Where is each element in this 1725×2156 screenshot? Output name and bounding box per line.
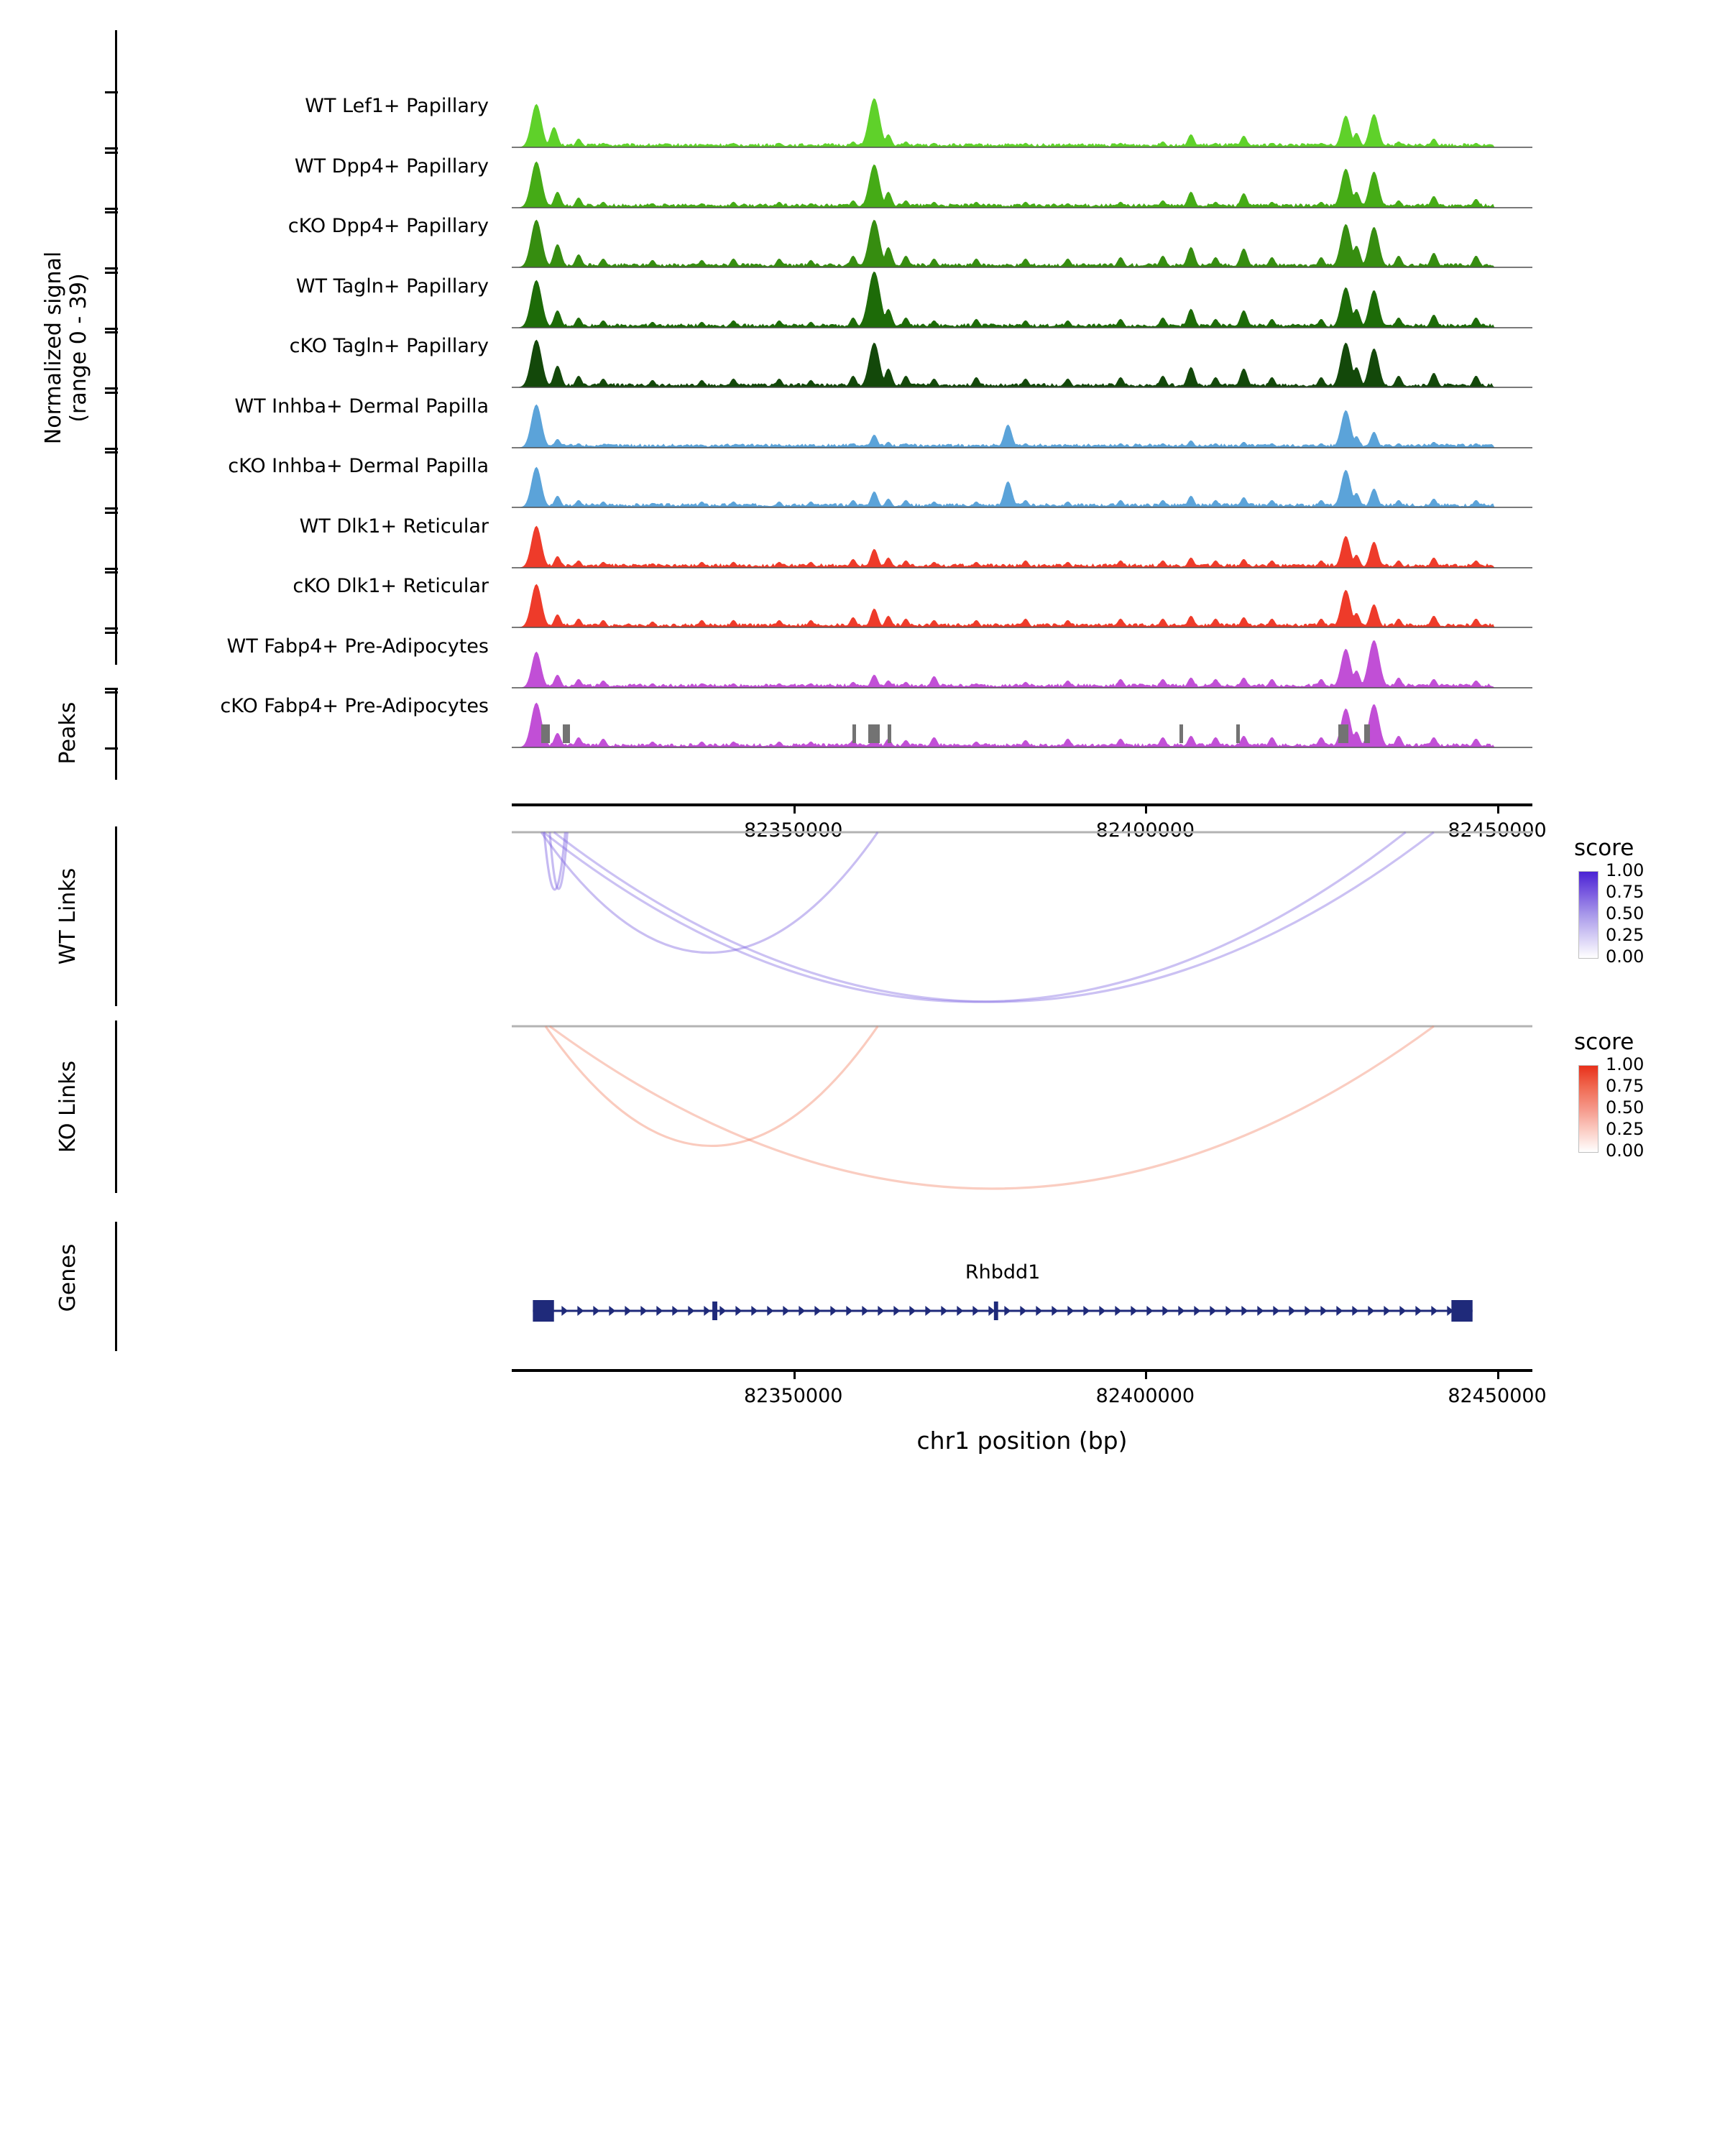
signal-axis-tick (105, 512, 118, 514)
peak-marker (563, 724, 571, 743)
ko-links-legend-label-4: 0.00 (1606, 1141, 1644, 1161)
ko-links-legend-label-1: 0.75 (1606, 1076, 1644, 1096)
signal-axis-tick (105, 632, 118, 634)
x-tick-label-top-0: 82350000 (744, 819, 843, 842)
track-label-0: WT Lef1+ Papillary (305, 95, 489, 117)
signal-axis-tick (105, 208, 118, 210)
signal-axis-tick (105, 571, 118, 573)
coverage-signal-0 (512, 91, 1532, 150)
peak-marker (888, 724, 891, 743)
genes-axis-label: Genes (55, 1243, 80, 1312)
wt-links-legend-label-3: 0.25 (1606, 925, 1644, 945)
coverage-track-6 (512, 451, 1532, 510)
ko-links-legend-label-2: 0.50 (1606, 1097, 1644, 1118)
signal-axis-tick (105, 627, 118, 630)
signal-axis-tick (105, 568, 118, 570)
signal-axis-tick (105, 91, 118, 93)
coverage-track-9 (512, 632, 1532, 691)
signal-axis-tick (105, 267, 118, 270)
coverage-track-7 (512, 512, 1532, 571)
wt-links-legend-label-0: 1.00 (1606, 860, 1644, 880)
x-tick-mark-bottom (1145, 1369, 1147, 1379)
gene-name-label: Rhbdd1 (965, 1261, 1041, 1284)
track-label-3: WT Tagln+ Papillary (295, 275, 489, 298)
peaks-axis-label: Peaks (55, 701, 80, 764)
x-tick-label-top-2: 82450000 (1448, 819, 1547, 842)
x-axis-title: chr1 position (bp) (916, 1427, 1128, 1455)
coverage-signal-4 (512, 331, 1532, 390)
track-label-8: cKO Dlk1+ Reticular (293, 575, 489, 597)
signal-axis-tick (105, 211, 118, 213)
wt-links-legend-gradient-bar (1578, 871, 1598, 959)
wt-links-legend-label-1: 0.75 (1606, 882, 1644, 902)
wt-links-legend-title: score (1574, 835, 1634, 861)
ko-links-axis-label: KO Links (55, 1060, 80, 1153)
x-tick-label-bottom-1: 82400000 (1095, 1385, 1195, 1407)
coverage-track-8 (512, 571, 1532, 630)
signal-axis-tick (105, 451, 118, 453)
genes-x-axis (512, 1369, 1532, 1372)
track-label-6: cKO Inhba+ Dermal Papilla (228, 455, 489, 477)
ko-links-axis-spine (115, 1021, 117, 1193)
track-label-10: cKO Fabp4+ Pre-Adipocytes (220, 695, 489, 717)
x-tick-label-top-1: 82400000 (1095, 819, 1195, 842)
peak-marker (1338, 724, 1349, 743)
coverage-signal-5 (512, 392, 1532, 451)
coverage-signal-8 (512, 571, 1532, 630)
peak-marker (541, 724, 550, 743)
coverage-track-3 (512, 272, 1532, 331)
peak-marker (852, 724, 856, 743)
coverage-signal-7 (512, 512, 1532, 571)
ko-links-track (512, 1021, 1532, 1193)
y-axis-signal-line1: Normalized signal (41, 251, 66, 444)
genes-axis-spine (115, 1222, 117, 1351)
coverage-track-0 (512, 91, 1532, 150)
signal-axis-tick (105, 152, 118, 154)
wt-links-axis-spine (115, 826, 117, 1006)
coverage-track-2 (512, 211, 1532, 270)
coverage-track-4 (512, 331, 1532, 390)
x-tick-mark (794, 803, 796, 814)
coverage-track-5 (512, 392, 1532, 451)
signal-axis-tick (105, 328, 118, 330)
signal-axis-tick (105, 392, 118, 394)
coverage-signal-3 (512, 272, 1532, 331)
coverage-signal-9 (512, 632, 1532, 691)
wt-links-legend-label-4: 0.00 (1606, 946, 1644, 967)
track-label-4: cKO Tagln+ Papillary (289, 335, 489, 357)
track-label-9: WT Fabp4+ Pre-Adipocytes (226, 635, 489, 658)
coverage-signal-2 (512, 211, 1532, 270)
peak-marker (1364, 724, 1370, 743)
x-tick-mark-bottom (1497, 1369, 1499, 1379)
ko-links-track-svg (512, 1021, 1532, 1193)
track-label-5: WT Inhba+ Dermal Papilla (234, 395, 489, 418)
signal-axis-tick (105, 331, 118, 333)
x-tick-mark-bottom (794, 1369, 796, 1379)
ko-links-legend-gradient-bar (1578, 1065, 1598, 1153)
coverage-track-1 (512, 152, 1532, 211)
ko-links-legend-label-3: 0.25 (1606, 1119, 1644, 1139)
coverage-signal-6 (512, 451, 1532, 510)
wt-links-legend-label-2: 0.50 (1606, 903, 1644, 923)
ko-links-legend-label-0: 1.00 (1606, 1054, 1644, 1074)
signal-axis-tick (105, 387, 118, 390)
wt-links-track-svg (512, 826, 1532, 1006)
signal-axis-tick (105, 272, 118, 274)
peak-marker (1179, 724, 1183, 743)
track-label-7: WT Dlk1+ Reticular (299, 515, 489, 538)
ko-links-legend-title: score (1574, 1029, 1634, 1055)
track-label-1: WT Dpp4+ Papillary (294, 155, 489, 178)
gene-model-svg (512, 1294, 1532, 1337)
peak-marker (1236, 724, 1240, 743)
x-tick-label-bottom-0: 82350000 (744, 1385, 843, 1407)
peak-marker (868, 724, 880, 743)
x-tick-mark (1145, 803, 1147, 814)
coverage-signal-1 (512, 152, 1532, 211)
peaks-x-axis (512, 803, 1532, 806)
peaks-track (512, 690, 1532, 780)
signal-axis-tick (105, 147, 118, 149)
signal-axis-tick (105, 448, 118, 450)
track-label-2: cKO Dpp4+ Papillary (288, 215, 489, 237)
wt-links-track (512, 826, 1532, 1006)
y-axis-signal-label (42, 204, 91, 492)
x-tick-label-bottom-2: 82450000 (1448, 1385, 1547, 1407)
x-tick-mark (1497, 803, 1499, 814)
gene-model-track (512, 1294, 1532, 1337)
y-axis-signal-line2: (range 0 - 39) (65, 272, 91, 423)
signal-axis-tick (105, 507, 118, 510)
peaks-axis-spine (115, 690, 117, 780)
wt-links-axis-label: WT Links (55, 867, 80, 965)
